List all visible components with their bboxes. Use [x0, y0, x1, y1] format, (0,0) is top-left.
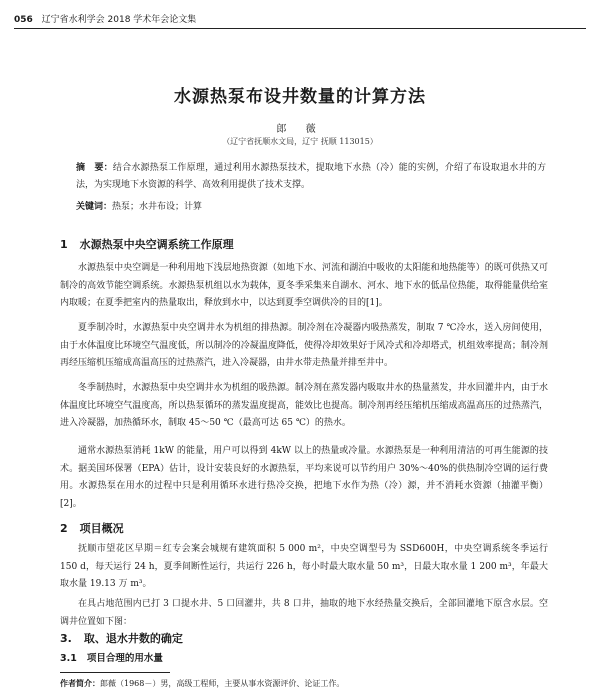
footnote-text: 郎薇（1968－）男，高级工程师，主要从事水资源评价、论证工作。: [100, 679, 345, 688]
subsection-number: 3.1: [60, 653, 77, 664]
footnote-label: 作者简介：: [60, 679, 100, 688]
section-number: 1: [60, 238, 68, 251]
abstract-text: 结合水源热泵工作原理，通过利用水源热泵技术，提取地下水热（冷）能的实例，介绍了布设取退水井的方法，为实现地下水资源的科学、高效利用提供了技术支撑。: [76, 163, 546, 190]
section-title: 取、退水井数的确定: [83, 632, 183, 645]
paper-title: 水源热泵布设井数量的计算方法: [174, 87, 426, 107]
author-name: 郎 薇: [276, 124, 324, 135]
journal-name: 辽宁省水利学会 2018 学术年会论文集: [41, 15, 197, 25]
author-footnote: [60, 678, 550, 689]
paragraph: 夏季制冷时，水源热泵中央空调井水为机组的排热源。制冷剂在冷凝器内吸热蒸发，制取 7 ℃冷水，送入房间使用，由于水体温度比环境空气温度低，所以制冷的冷凝温度降低，使得冷却效果好于风冷式和冷却塔式，机组效率提高；制冷剂再经压缩机压缩成高温高压的过热蒸汽，进入冷凝器，由井水带走热量并排至井中。: [60, 323, 548, 368]
paragraph: 冬季制热时，水源热泵中央空调井水为机组的吸热源。制冷剂在蒸发器内吸取井水的热量蒸发，井水回灌井内，由于水体温度比环境空气温度高，所以热泵循环的蒸发温度提高，能效比也提高。制冷剂再经压缩机压缩成高温高压的过热蒸汽，进入冷凝器，加热循环水，制取 45～50 ℃（最高可达 65 ℃）的热水。: [60, 383, 548, 428]
subsection-title: 项目合理的用水量: [86, 653, 163, 664]
author-affiliation: （辽宁省抚顺水文局，辽宁 抚顺 113015）: [222, 137, 378, 146]
section-3-heading: [60, 630, 183, 646]
keywords-label: 关键词：: [76, 202, 113, 212]
paragraph: 在具占地范围内已打 3 口提水井、5 口回灌井，共 8 口井，抽取的地下水经热量交换后，全部回灌地下原含水层。空调井位置如下图：: [60, 599, 548, 627]
footnote-rule: [60, 672, 170, 673]
page-number: 056: [14, 15, 33, 25]
section-1-heading: [60, 236, 234, 252]
keywords: [76, 199, 546, 212]
paragraph: 通常水源热泵消耗 1kW 的能量，用户可以得到 4kW 以上的热量或冷量。水源热泵是一种利用清洁的可再生能源的技术。据美国环保署（EPA）估计，设计安装良好的水源热泵，平均来说可以节约用户 30%～40%的供热制冷空调的运行费用。水源热泵在用水的过程中只是利用循环水进行热冷交换，把地下水作为热（冷）源，并不消耗水资源（抽灌平衡）[2]。: [60, 446, 548, 509]
abstract: [76, 160, 546, 194]
subsection-3-1-heading: [60, 650, 163, 664]
paragraph: 水源热泵中央空调是一种利用地下浅层地热资源（如地下水、河流和湖泊中吸收的太阳能和地热能等）的既可供热又可制冷的高效节能空调系统。水源热泵机组以水为载体，夏冬季采集来自湖水、河水、地下水的低品位热能，取得能量供给室内取暖；在夏季把室内的热量取出，释放到水中，以达到夏季空调供冷的目的[1]。: [60, 263, 548, 308]
running-header: [14, 12, 586, 29]
abstract-label: 摘 要：: [76, 163, 113, 173]
section-number: 2: [60, 522, 68, 535]
section-number: 3.: [60, 632, 72, 645]
section-2-heading: [60, 520, 124, 536]
section-title: 水源热泵中央空调系统工作原理: [79, 238, 234, 251]
keywords-text: 热泵；水井布设；计算: [112, 202, 203, 212]
section-title: 项目概况: [79, 522, 124, 535]
paragraph: 抚顺市望花区早期＝红专会案会城规有建筑面积 5 000 m²，中央空调型号为 SSD600H，中央空调系统冬季运行 150 d，每天运行 24 h，夏季间断性运行，共运行 226 h，每小时最大取水量 50 m³，日最大取水量 1 200 m³，年最大取水量 19.13 万 m³。: [60, 544, 548, 589]
